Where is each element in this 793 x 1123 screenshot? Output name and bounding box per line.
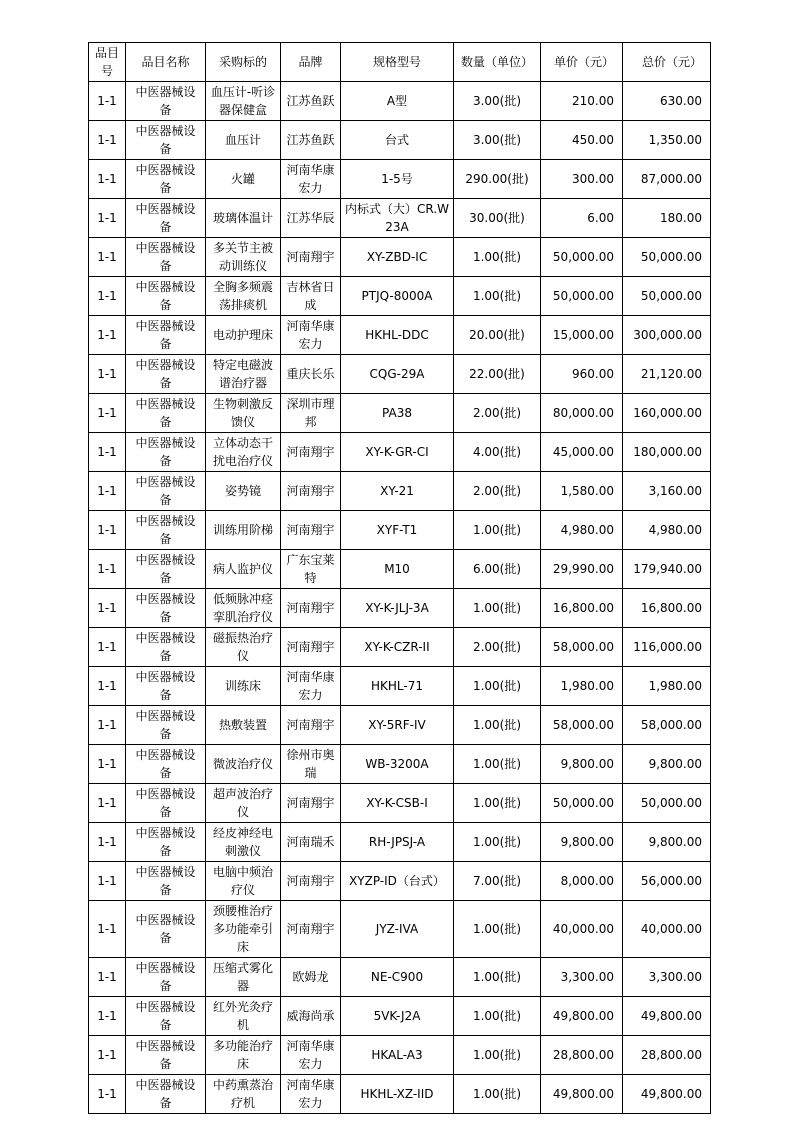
cell-item_no: 1-1 [89,997,126,1036]
cell-unit_price: 960.00 [541,355,623,394]
cell-brand: 河南翔宇 [281,862,341,901]
cell-item_no: 1-1 [89,472,126,511]
cell-target: 经皮神经电刺激仪 [206,823,281,862]
cell-quantity: 1.00(批) [454,589,541,628]
table-row [89,862,711,901]
cell-total_price: 28,800.00 [623,1036,711,1075]
cell-item_no: 1-1 [89,433,126,472]
cell-item_no: 1-1 [89,199,126,238]
cell-model: XY-5RF-IV [341,706,454,745]
cell-item_name: 中医器械设备 [126,1036,206,1075]
cell-quantity: 3.00(批) [454,121,541,160]
cell-unit_price: 29,990.00 [541,550,623,589]
cell-quantity: 1.00(批) [454,823,541,862]
cell-quantity: 22.00(批) [454,355,541,394]
cell-item_name: 中医器械设备 [126,784,206,823]
cell-unit_price: 50,000.00 [541,277,623,316]
cell-total_price: 1,350.00 [623,121,711,160]
table-row [89,589,711,628]
cell-model: XY-ZBD-IC [341,238,454,277]
cell-item_name: 中医器械设备 [126,82,206,121]
cell-total_price: 180.00 [623,199,711,238]
cell-model: CQG-29A [341,355,454,394]
cell-item_no: 1-1 [89,745,126,784]
cell-target: 多功能治疗床 [206,1036,281,1075]
cell-item_name: 中医器械设备 [126,589,206,628]
cell-total_price: 4,980.00 [623,511,711,550]
cell-brand: 河南翔宇 [281,238,341,277]
cell-unit_price: 28,800.00 [541,1036,623,1075]
cell-quantity: 1.00(批) [454,667,541,706]
table-row [89,823,711,862]
cell-total_price: 3,160.00 [623,472,711,511]
cell-total_price: 160,000.00 [623,394,711,433]
cell-total_price: 49,800.00 [623,997,711,1036]
cell-target: 立体动态干扰电治疗仪 [206,433,281,472]
cell-total_price: 630.00 [623,82,711,121]
cell-unit_price: 8,000.00 [541,862,623,901]
table-row [89,394,711,433]
cell-unit_price: 450.00 [541,121,623,160]
cell-unit_price: 40,000.00 [541,901,623,958]
cell-target: 热敷装置 [206,706,281,745]
cell-model: XY-K-CZR-II [341,628,454,667]
table-row [89,472,711,511]
cell-item_no: 1-1 [89,238,126,277]
cell-quantity: 1.00(批) [454,745,541,784]
table-row [89,550,711,589]
cell-item_name: 中医器械设备 [126,511,206,550]
cell-target: 中药熏蒸治疗机 [206,1075,281,1114]
cell-total_price: 9,800.00 [623,823,711,862]
cell-item_no: 1-1 [89,901,126,958]
cell-total_price: 87,000.00 [623,160,711,199]
cell-quantity: 1.00(批) [454,238,541,277]
cell-target: 多关节主被动训练仪 [206,238,281,277]
cell-target: 姿势镜 [206,472,281,511]
cell-brand: 河南翔宇 [281,511,341,550]
cell-unit_price: 9,800.00 [541,745,623,784]
cell-item_no: 1-1 [89,550,126,589]
table-row [89,667,711,706]
table-row [89,121,711,160]
cell-model: HKHL-71 [341,667,454,706]
cell-item_no: 1-1 [89,667,126,706]
table-row [89,277,711,316]
cell-item_no: 1-1 [89,121,126,160]
cell-total_price: 179,940.00 [623,550,711,589]
cell-brand: 河南华康宏力 [281,1075,341,1114]
cell-item_name: 中医器械设备 [126,1075,206,1114]
cell-item_name: 中医器械设备 [126,862,206,901]
cell-target: 特定电磁波谱治疗器 [206,355,281,394]
cell-item_no: 1-1 [89,706,126,745]
cell-model: 台式 [341,121,454,160]
cell-model: XY-K-GR-CI [341,433,454,472]
cell-model: PA38 [341,394,454,433]
cell-brand: 河南华康宏力 [281,1036,341,1075]
cell-brand: 欧姆龙 [281,958,341,997]
table-row [89,1036,711,1075]
cell-model: XY-21 [341,472,454,511]
cell-quantity: 30.00(批) [454,199,541,238]
cell-total_price: 300,000.00 [623,316,711,355]
cell-unit_price: 50,000.00 [541,784,623,823]
cell-total_price: 56,000.00 [623,862,711,901]
cell-brand: 河南翔宇 [281,628,341,667]
cell-quantity: 1.00(批) [454,511,541,550]
cell-target: 低频脉冲痉挛肌治疗仪 [206,589,281,628]
cell-target: 红外光灸疗机 [206,997,281,1036]
cell-item_no: 1-1 [89,1075,126,1114]
table-row [89,238,711,277]
table-row [89,199,711,238]
cell-model: NE-C900 [341,958,454,997]
cell-quantity: 1.00(批) [454,997,541,1036]
cell-quantity: 3.00(批) [454,82,541,121]
cell-quantity: 1.00(批) [454,1036,541,1075]
cell-item_name: 中医器械设备 [126,433,206,472]
cell-brand: 河南翔宇 [281,901,341,958]
cell-total_price: 50,000.00 [623,238,711,277]
cell-item_no: 1-1 [89,394,126,433]
cell-item_no: 1-1 [89,823,126,862]
cell-target: 电动护理床 [206,316,281,355]
cell-model: M10 [341,550,454,589]
cell-item_no: 1-1 [89,628,126,667]
cell-total_price: 50,000.00 [623,784,711,823]
col-header-total_price: 总价（元） [623,43,711,82]
cell-quantity: 1.00(批) [454,784,541,823]
table-row [89,316,711,355]
cell-unit_price: 1,580.00 [541,472,623,511]
cell-unit_price: 58,000.00 [541,628,623,667]
cell-brand: 河南翔宇 [281,472,341,511]
cell-target: 全胸多频震荡排痰机 [206,277,281,316]
procurement-items-table [88,42,711,1114]
cell-item_name: 中医器械设备 [126,901,206,958]
table-row [89,433,711,472]
cell-target: 血压计 [206,121,281,160]
cell-total_price: 50,000.00 [623,277,711,316]
cell-total_price: 1,980.00 [623,667,711,706]
cell-unit_price: 9,800.00 [541,823,623,862]
cell-model: RH-JPSJ-A [341,823,454,862]
cell-quantity: 1.00(批) [454,1075,541,1114]
cell-quantity: 6.00(批) [454,550,541,589]
cell-unit_price: 210.00 [541,82,623,121]
cell-target: 生物刺激反馈仪 [206,394,281,433]
cell-target: 电脑中频治疗仪 [206,862,281,901]
cell-target: 微波治疗仪 [206,745,281,784]
col-header-quantity: 数量（单位） [454,43,541,82]
cell-quantity: 2.00(批) [454,394,541,433]
cell-model: HKHL-XZ-IID [341,1075,454,1114]
cell-item_name: 中医器械设备 [126,121,206,160]
cell-brand: 广东宝莱特 [281,550,341,589]
cell-total_price: 21,120.00 [623,355,711,394]
cell-model: 5VK-J2A [341,997,454,1036]
cell-target: 火罐 [206,160,281,199]
cell-item_no: 1-1 [89,82,126,121]
cell-quantity: 20.00(批) [454,316,541,355]
cell-item_name: 中医器械设备 [126,316,206,355]
cell-item_name: 中医器械设备 [126,628,206,667]
cell-unit_price: 45,000.00 [541,433,623,472]
cell-brand: 江苏华辰 [281,199,341,238]
table-row [89,628,711,667]
cell-brand: 河南翔宇 [281,433,341,472]
table-row [89,355,711,394]
cell-item_name: 中医器械设备 [126,472,206,511]
cell-total_price: 116,000.00 [623,628,711,667]
cell-unit_price: 50,000.00 [541,238,623,277]
cell-model: XY-K-CSB-I [341,784,454,823]
cell-item_no: 1-1 [89,511,126,550]
cell-item_name: 中医器械设备 [126,160,206,199]
cell-unit_price: 15,000.00 [541,316,623,355]
cell-quantity: 1.00(批) [454,901,541,958]
cell-unit_price: 300.00 [541,160,623,199]
cell-item_name: 中医器械设备 [126,667,206,706]
cell-brand: 徐州市奥瑞 [281,745,341,784]
cell-item_name: 中医器械设备 [126,706,206,745]
table-row [89,706,711,745]
cell-unit_price: 49,800.00 [541,1075,623,1114]
cell-total_price: 180,000.00 [623,433,711,472]
cell-item_no: 1-1 [89,355,126,394]
cell-model: XYZP-ID（台式） [341,862,454,901]
table-row [89,1075,711,1114]
cell-total_price: 58,000.00 [623,706,711,745]
cell-item_name: 中医器械设备 [126,745,206,784]
cell-brand: 河南华康宏力 [281,160,341,199]
cell-quantity: 4.00(批) [454,433,541,472]
cell-unit_price: 6.00 [541,199,623,238]
cell-target: 训练床 [206,667,281,706]
cell-brand: 威海尚承 [281,997,341,1036]
cell-model: WB-3200A [341,745,454,784]
cell-item_name: 中医器械设备 [126,277,206,316]
cell-target: 玻璃体温计 [206,199,281,238]
cell-quantity: 2.00(批) [454,472,541,511]
table-row [89,784,711,823]
table-header-row [89,43,711,82]
cell-total_price: 16,800.00 [623,589,711,628]
cell-brand: 河南翔宇 [281,589,341,628]
cell-unit_price: 58,000.00 [541,706,623,745]
table-row [89,997,711,1036]
cell-quantity: 2.00(批) [454,628,541,667]
cell-item_no: 1-1 [89,784,126,823]
cell-model: 1-5号 [341,160,454,199]
cell-quantity: 1.00(批) [454,277,541,316]
cell-item_name: 中医器械设备 [126,550,206,589]
cell-item_name: 中医器械设备 [126,199,206,238]
cell-target: 磁振热治疗仪 [206,628,281,667]
cell-item_no: 1-1 [89,277,126,316]
col-header-model: 规格型号 [341,43,454,82]
cell-brand: 河南华康宏力 [281,667,341,706]
cell-target: 训练用阶梯 [206,511,281,550]
cell-model: PTJQ-8000A [341,277,454,316]
col-header-unit_price: 单价（元） [541,43,623,82]
cell-unit_price: 4,980.00 [541,511,623,550]
cell-quantity: 290.00(批) [454,160,541,199]
table-row [89,82,711,121]
col-header-brand: 品牌 [281,43,341,82]
cell-unit_price: 80,000.00 [541,394,623,433]
cell-model: HKHL-DDC [341,316,454,355]
cell-brand: 河南翔宇 [281,784,341,823]
cell-model: XY-K-JLJ-3A [341,589,454,628]
cell-unit_price: 1,980.00 [541,667,623,706]
cell-item_no: 1-1 [89,316,126,355]
cell-total_price: 9,800.00 [623,745,711,784]
cell-target: 病人监护仪 [206,550,281,589]
cell-target: 超声波治疗仪 [206,784,281,823]
cell-target: 压缩式雾化器 [206,958,281,997]
cell-unit_price: 16,800.00 [541,589,623,628]
cell-total_price: 40,000.00 [623,901,711,958]
cell-total_price: 3,300.00 [623,958,711,997]
cell-item_name: 中医器械设备 [126,394,206,433]
cell-model: A型 [341,82,454,121]
cell-item_no: 1-1 [89,1036,126,1075]
cell-brand: 重庆长乐 [281,355,341,394]
cell-item_name: 中医器械设备 [126,823,206,862]
cell-item_no: 1-1 [89,862,126,901]
table-row [89,160,711,199]
cell-brand: 河南瑞禾 [281,823,341,862]
cell-quantity: 1.00(批) [454,706,541,745]
cell-item_no: 1-1 [89,958,126,997]
col-header-item_name: 品目名称 [126,43,206,82]
cell-quantity: 1.00(批) [454,958,541,997]
cell-brand: 江苏鱼跃 [281,121,341,160]
cell-target: 颈腰椎治疗多功能牵引床 [206,901,281,958]
cell-item_name: 中医器械设备 [126,355,206,394]
cell-brand: 吉林省日成 [281,277,341,316]
cell-brand: 河南翔宇 [281,706,341,745]
cell-quantity: 7.00(批) [454,862,541,901]
cell-model: XYF-T1 [341,511,454,550]
cell-model: JYZ-IVA [341,901,454,958]
cell-model: 内标式（大）CR.W23A [341,199,454,238]
cell-unit_price: 49,800.00 [541,997,623,1036]
table-body [89,82,711,1114]
cell-target: 血压计-听诊器保健盒 [206,82,281,121]
cell-item_no: 1-1 [89,589,126,628]
cell-item_name: 中医器械设备 [126,958,206,997]
cell-brand: 深圳市理邦 [281,394,341,433]
cell-item_name: 中医器械设备 [126,238,206,277]
cell-item_name: 中医器械设备 [126,997,206,1036]
cell-brand: 江苏鱼跃 [281,82,341,121]
cell-unit_price: 3,300.00 [541,958,623,997]
table-row [89,511,711,550]
cell-brand: 河南华康宏力 [281,316,341,355]
col-header-target: 采购标的 [206,43,281,82]
table-row [89,901,711,958]
table-row [89,958,711,997]
table-row [89,745,711,784]
col-header-item_no: 品目号 [89,43,126,82]
cell-total_price: 49,800.00 [623,1075,711,1114]
cell-item_no: 1-1 [89,160,126,199]
cell-model: HKAL-A3 [341,1036,454,1075]
